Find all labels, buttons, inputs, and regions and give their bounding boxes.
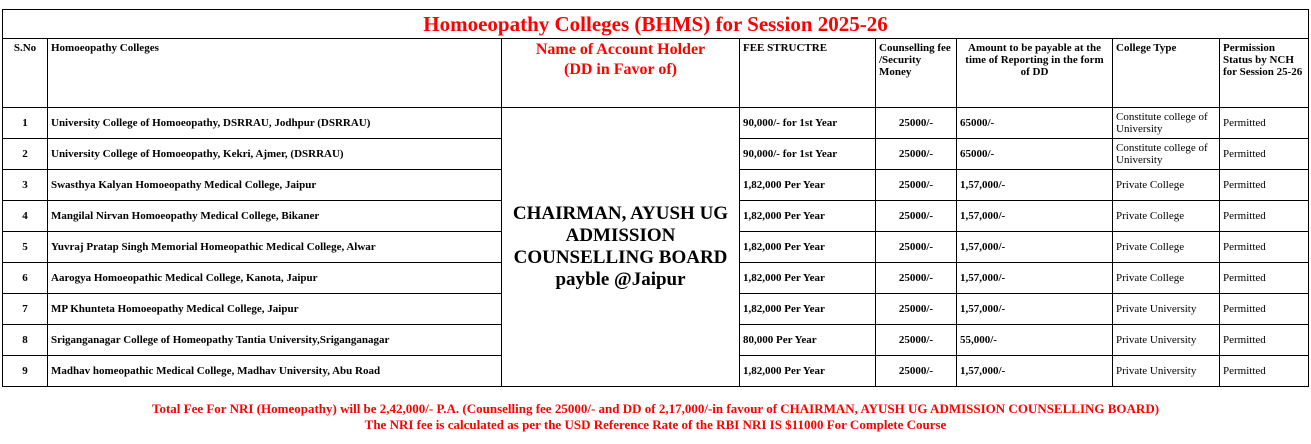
cell-permission: Permitted (1220, 325, 1309, 356)
cell-amount: 55,000/- (957, 325, 1113, 356)
cell-type: Private University (1113, 294, 1220, 325)
account-holder-line4: payble @Jaipur (555, 269, 686, 290)
cell-college: Swasthya Kalyan Homoeopathy Medical College, Jaipur (48, 170, 502, 201)
cell-amount: 1,57,000/- (957, 263, 1113, 294)
cell-sno: 2 (3, 139, 48, 170)
cell-college: MP Khunteta Homoeopathy Medical College, Jaipur (48, 294, 502, 325)
footer-nri-fee: Total Fee For NRI (Homeopathy) will be 2,42,000/- P.A. (Counselling fee 25000/- and DD of 2,17,000/-in favour of CHAIRMAN, AYUSH UG ADMISSION COUNSELLING BOARD) (151, 401, 1160, 416)
cell-permission: Permitted (1220, 263, 1309, 294)
cell-sno: 6 (3, 263, 48, 294)
cell-type: Private University (1113, 325, 1220, 356)
footer-nri-note: The NRI fee is calculated as per the USD Reference Rate of the RBI NRI IS $11000 For Complete Course (364, 417, 947, 432)
cell-permission: Permitted (1220, 170, 1309, 201)
header-account-holder-line1: Name of Account Holder (535, 41, 706, 58)
cell-sno: 7 (3, 294, 48, 325)
account-holder-line2: ADMISSION (565, 225, 676, 246)
header-sno: S.No (3, 39, 48, 108)
cell-college: University College of Homoeopathy, Kekri, Ajmer, (DSRRAU) (48, 139, 502, 170)
cell-type: Private College (1113, 232, 1220, 263)
cell-counselling: 25000/- (876, 263, 957, 294)
cell-permission: Permitted (1220, 201, 1309, 232)
table-title: Homoeopathy Colleges (BHMS) for Session 2025-26 (3, 10, 1309, 39)
cell-college: Yuvraj Pratap Singh Memorial Homeopathic Medical College, Alwar (48, 232, 502, 263)
cell-sno: 3 (3, 170, 48, 201)
cell-fee: 1,82,000 Per Year (740, 263, 876, 294)
cell-amount: 65000/- (957, 139, 1113, 170)
cell-type: Constitute college of University (1113, 139, 1220, 170)
cell-sno: 8 (3, 325, 48, 356)
header-account-holder-line2: (DD in Favor of) (563, 61, 678, 78)
header-row (3, 39, 1309, 108)
header-permission: Permission Status by NCH for Session 25-26 (1220, 39, 1309, 108)
cell-amount: 1,57,000/- (957, 170, 1113, 201)
cell-permission: Permitted (1220, 232, 1309, 263)
cell-sno: 5 (3, 232, 48, 263)
cell-fee: 1,82,000 Per Year (740, 294, 876, 325)
cell-sno: 1 (3, 108, 48, 139)
header-counselling: Counselling fee /Security Money (876, 39, 957, 108)
header-type: College Type (1113, 39, 1220, 108)
cell-counselling: 25000/- (876, 325, 957, 356)
cell-counselling: 25000/- (876, 139, 957, 170)
account-holder-line3: COUNSELLING BOARD (513, 247, 728, 268)
cell-fee: 1,82,000 Per Year (740, 170, 876, 201)
cell-counselling: 25000/- (876, 294, 957, 325)
cell-counselling: 25000/- (876, 201, 957, 232)
cell-permission: Permitted (1220, 294, 1309, 325)
cell-college: Sriganganagar College of Homeopathy Tantia University,Sriganganagar (48, 325, 502, 356)
cell-type: Private College (1113, 263, 1220, 294)
cell-amount: 1,57,000/- (957, 201, 1113, 232)
cell-counselling: 25000/- (876, 356, 957, 387)
cell-fee: 1,82,000 Per Year (740, 232, 876, 263)
cell-counselling: 25000/- (876, 232, 957, 263)
cell-college: Madhav homeopathic Medical College, Madhav University, Abu Road (48, 356, 502, 387)
header-amount: Amount to be payable at the time of Reporting in the form of DD (957, 39, 1113, 108)
account-holder-line1: CHAIRMAN, AYUSH UG (512, 203, 729, 224)
cell-type: Private University (1113, 356, 1220, 387)
cell-permission: Permitted (1220, 139, 1309, 170)
cell-fee: 80,000 Per Year (740, 325, 876, 356)
cell-type: Private College (1113, 201, 1220, 232)
cell-amount: 1,57,000/- (957, 356, 1113, 387)
cell-permission: Permitted (1220, 108, 1309, 139)
header-fee: FEE STRUCTRE (740, 39, 876, 108)
header-account-holder (502, 39, 740, 108)
cell-sno: 4 (3, 201, 48, 232)
cell-fee: 1,82,000 Per Year (740, 201, 876, 232)
cell-amount: 1,57,000/- (957, 232, 1113, 263)
account-holder-cell (502, 108, 740, 387)
cell-type: Constitute college of University (1113, 108, 1220, 139)
cell-fee: 90,000/- for 1st Year (740, 108, 876, 139)
fee-table (2, 9, 1309, 387)
cell-sno: 9 (3, 356, 48, 387)
cell-college: Mangilal Nirvan Homoeopathy Medical College, Bikaner (48, 201, 502, 232)
cell-counselling: 25000/- (876, 108, 957, 139)
table-row (3, 108, 1309, 139)
header-college: Homoeopathy Colleges (48, 39, 502, 108)
cell-permission: Permitted (1220, 356, 1309, 387)
cell-amount: 1,57,000/- (957, 294, 1113, 325)
table-body (3, 108, 1309, 387)
cell-college: Aarogya Homoeopathic Medical College, Kanota, Jaipur (48, 263, 502, 294)
cell-college: University College of Homoeopathy, DSRRAU, Jodhpur (DSRRAU) (48, 108, 502, 139)
cell-fee: 1,82,000 Per Year (740, 356, 876, 387)
cell-amount: 65000/- (957, 108, 1113, 139)
cell-fee: 90,000/- for 1st Year (740, 139, 876, 170)
cell-type: Private College (1113, 170, 1220, 201)
cell-counselling: 25000/- (876, 170, 957, 201)
